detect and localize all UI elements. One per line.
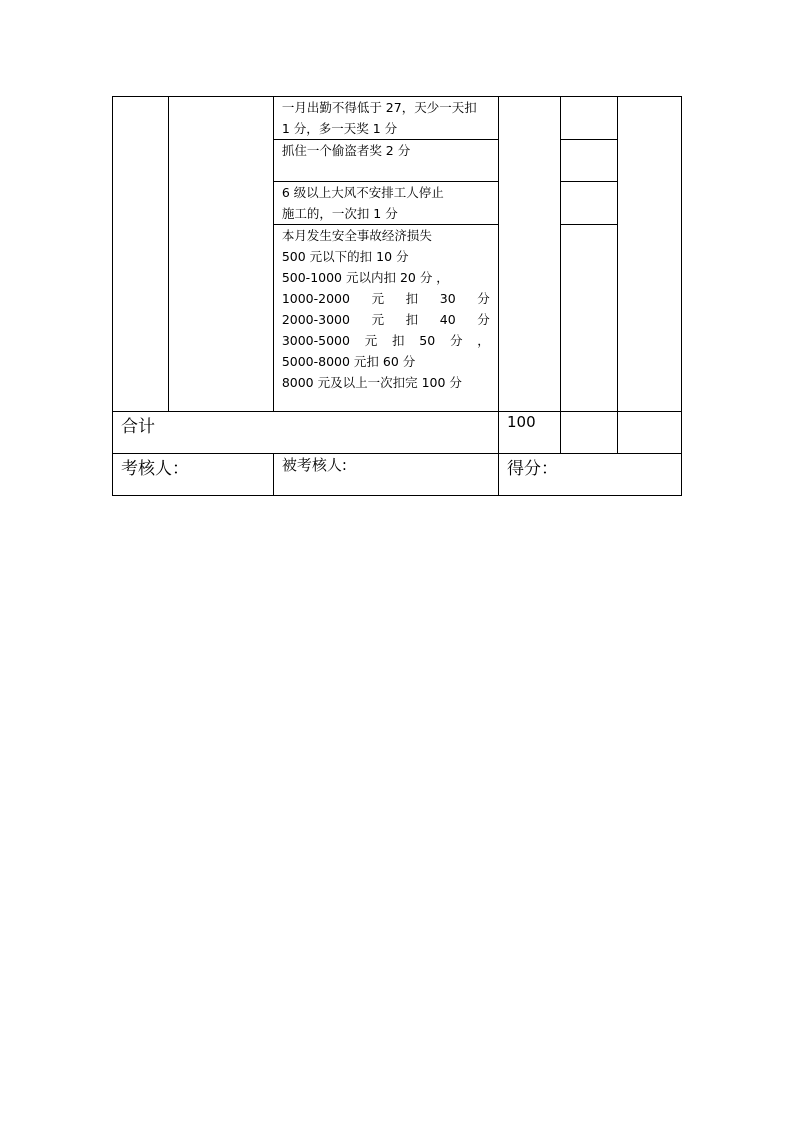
total-score: 100 [507,413,536,431]
rule-word: 分 [449,333,463,348]
rule-word: 分 [477,312,490,327]
rule-word: 元 [371,291,385,306]
assessee-cell [273,454,498,496]
total-score-cell [499,412,561,454]
rule-text: 6 级以上大风不安排工人停止 [281,185,444,200]
index-cell [113,97,169,412]
total-label-cell [113,412,499,454]
rule-text-justified [282,330,490,351]
item-cell [169,97,274,412]
rule-text: 一月出勤不得低于 27，天少一天扣 [281,100,477,115]
assessment-table [112,96,682,496]
rule-text: 本月发生安全事故经济损失 [281,228,432,243]
rule-text: 施工的，一次扣 1 分 [281,206,398,221]
score-cell [561,97,617,140]
rule-word: 扣 [405,312,419,327]
rule-text: 抓住一个偷盗者奖 2 分 [281,143,411,158]
score-cell [561,140,617,182]
rule-word: 元 [364,333,378,348]
rule-cell-wind [273,182,498,225]
score-cell [561,182,617,225]
rule-word: 扣 [405,291,419,306]
rule-text: 5000-8000 元扣 60 分 [281,354,416,369]
rule-word: 扣 [392,333,405,348]
rule-text-justified [282,309,490,330]
remark-cell [617,97,681,412]
rule-text: 500 元以下的扣 10 分 [281,249,409,264]
rule-cell-attendance [273,97,498,140]
score-cell [561,225,617,412]
rule-word: 3000-5000 [281,333,350,348]
rule-text: 500-1000 元以内扣 20 分 ， [281,270,449,285]
signature-row [113,454,682,496]
score-label: 得分： [507,459,558,479]
points-cell [499,97,561,412]
rule-word: 1000-2000 [281,291,350,306]
rule-text-justified [282,288,490,309]
total-empty-cell [617,412,681,454]
total-empty-cell [561,412,617,454]
rule-text: 1 分，多一天奖 1 分 [281,121,398,136]
rule-word: 2000-3000 [281,312,350,327]
total-label: 合计 [121,417,155,437]
rule-cell-safety [273,225,498,412]
rule-word: ， [477,333,490,348]
assessor-cell [113,454,274,496]
assessor-label: 考核人： [121,459,189,479]
rule-word: 30 [439,291,456,306]
rule-word: 40 [439,312,456,327]
rule-text: 8000 元及以上一次扣完 100 分 [281,375,462,390]
total-row [113,412,682,454]
assessee-label: 被考核人: [281,456,347,474]
rule-word: 元 [371,312,385,327]
score-result-cell [499,454,682,496]
rule-cell-theft [273,140,498,182]
table-row [113,97,682,140]
rule-word: 分 [477,291,490,306]
rule-word: 50 [419,333,436,348]
